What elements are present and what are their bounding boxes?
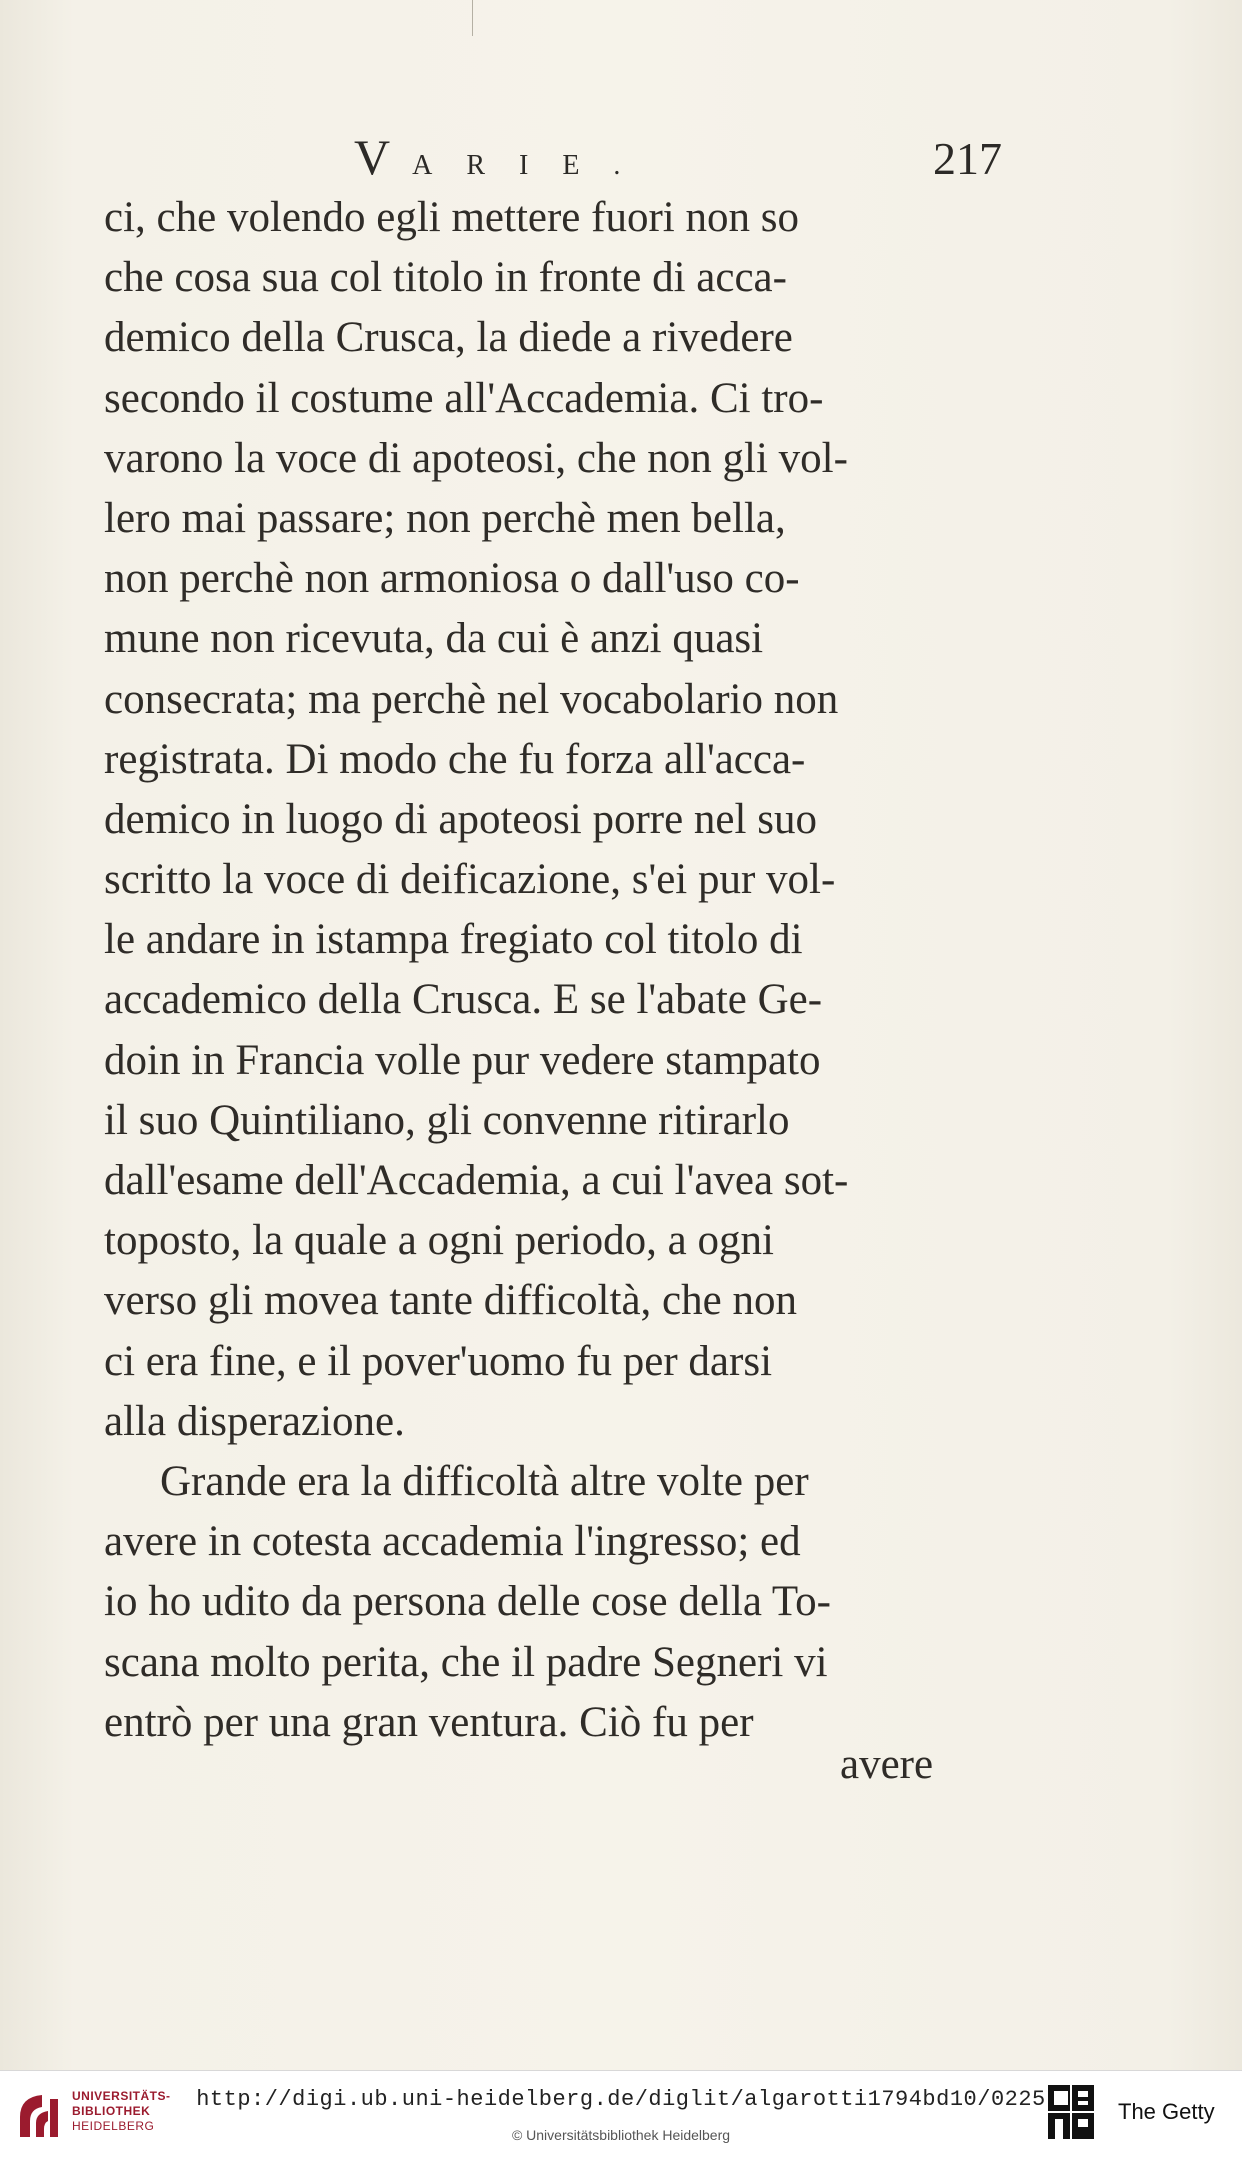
text-line: accademico della Crusca. E se l'abate Ge-: [104, 976, 823, 1024]
text-line: che cosa sua col titolo in fronte di acca-: [104, 254, 787, 302]
body-text: [104, 188, 1002, 1753]
text-line: scana molto perita, che il padre Segneri vi: [104, 1638, 828, 1686]
running-header: [104, 128, 1002, 188]
text-line: registrata. Di modo che fu forza all'acca-: [104, 735, 806, 783]
text-line: ci era fine, e il pover'uomo fu per darsi: [104, 1337, 773, 1385]
text-line: ci, che volendo egli mettere fuori non so: [104, 194, 799, 241]
text-line: toposto, la quale a ogni periodo, a ogni: [104, 1217, 774, 1265]
text-line: varono la voce di apoteosi, che non gli vol-: [104, 434, 848, 482]
copyright-notice: © Universitätsbibliothek Heidelberg: [511, 2127, 731, 2143]
running-head: [354, 128, 654, 186]
getty-name: The Getty: [1118, 2099, 1215, 2124]
viewer-footer: [0, 2070, 1242, 2159]
text-line: doin in Francia volle pur vedere stampato: [104, 1036, 821, 1084]
page-number: 217: [933, 133, 1002, 184]
text-line: il suo Quintiliano, gli convenne ritirarlo: [104, 1096, 790, 1144]
gutter-mark: [472, 0, 473, 36]
text-line: verso gli movea tante difficoltà, che non: [104, 1277, 797, 1325]
text-line: demico in luogo di apoteosi porre nel suo: [104, 795, 817, 843]
text-line: non perchè non armoniosa o dall'uso co-: [104, 555, 800, 603]
permalink-url[interactable]: http://digi.ub.uni-heidelberg.de/diglit/algarotti1794bd10/0225: [196, 2087, 1046, 2112]
text-line: consecrata; ma perchè nel vocabolario non: [104, 675, 839, 723]
running-head-cap: V: [354, 129, 395, 185]
text-line: scritto la voce di deificazione, s'ei pur vol-: [104, 856, 836, 904]
running-head-rest: ARIE.: [412, 150, 655, 181]
catchword: avere: [840, 1741, 934, 1788]
text-line: Grande era la difficoltà altre volte per: [160, 1457, 809, 1505]
getty-logo-icon: [1046, 2083, 1098, 2141]
text-line: avere in cotesta accademia l'ingresso; ed: [104, 1518, 801, 1566]
text-line: alla disperazione.: [104, 1397, 405, 1445]
library-name: UNIVERSITÄTS- BIBLIOTHEK HEIDELBERG: [72, 2089, 171, 2133]
text-line: entrò per una gran ventura. Ciò fu per: [104, 1698, 754, 1746]
text-line: dall'esame dell'Accademia, a cui l'avea sot-: [104, 1157, 849, 1204]
text-line: le andare in istampa fregiato col titolo di: [104, 916, 803, 964]
text-line: secondo il costume all'Accademia. Ci tro-: [104, 374, 824, 422]
text-line: demico della Crusca, la diede a rivedere: [104, 314, 793, 362]
text-line: mune non ricevuta, da cui è anzi quasi: [104, 615, 764, 663]
text-line: io ho udito da persona delle cose della To-: [104, 1578, 831, 1626]
text-line: lero mai passare; non perchè men bella,: [104, 494, 786, 542]
